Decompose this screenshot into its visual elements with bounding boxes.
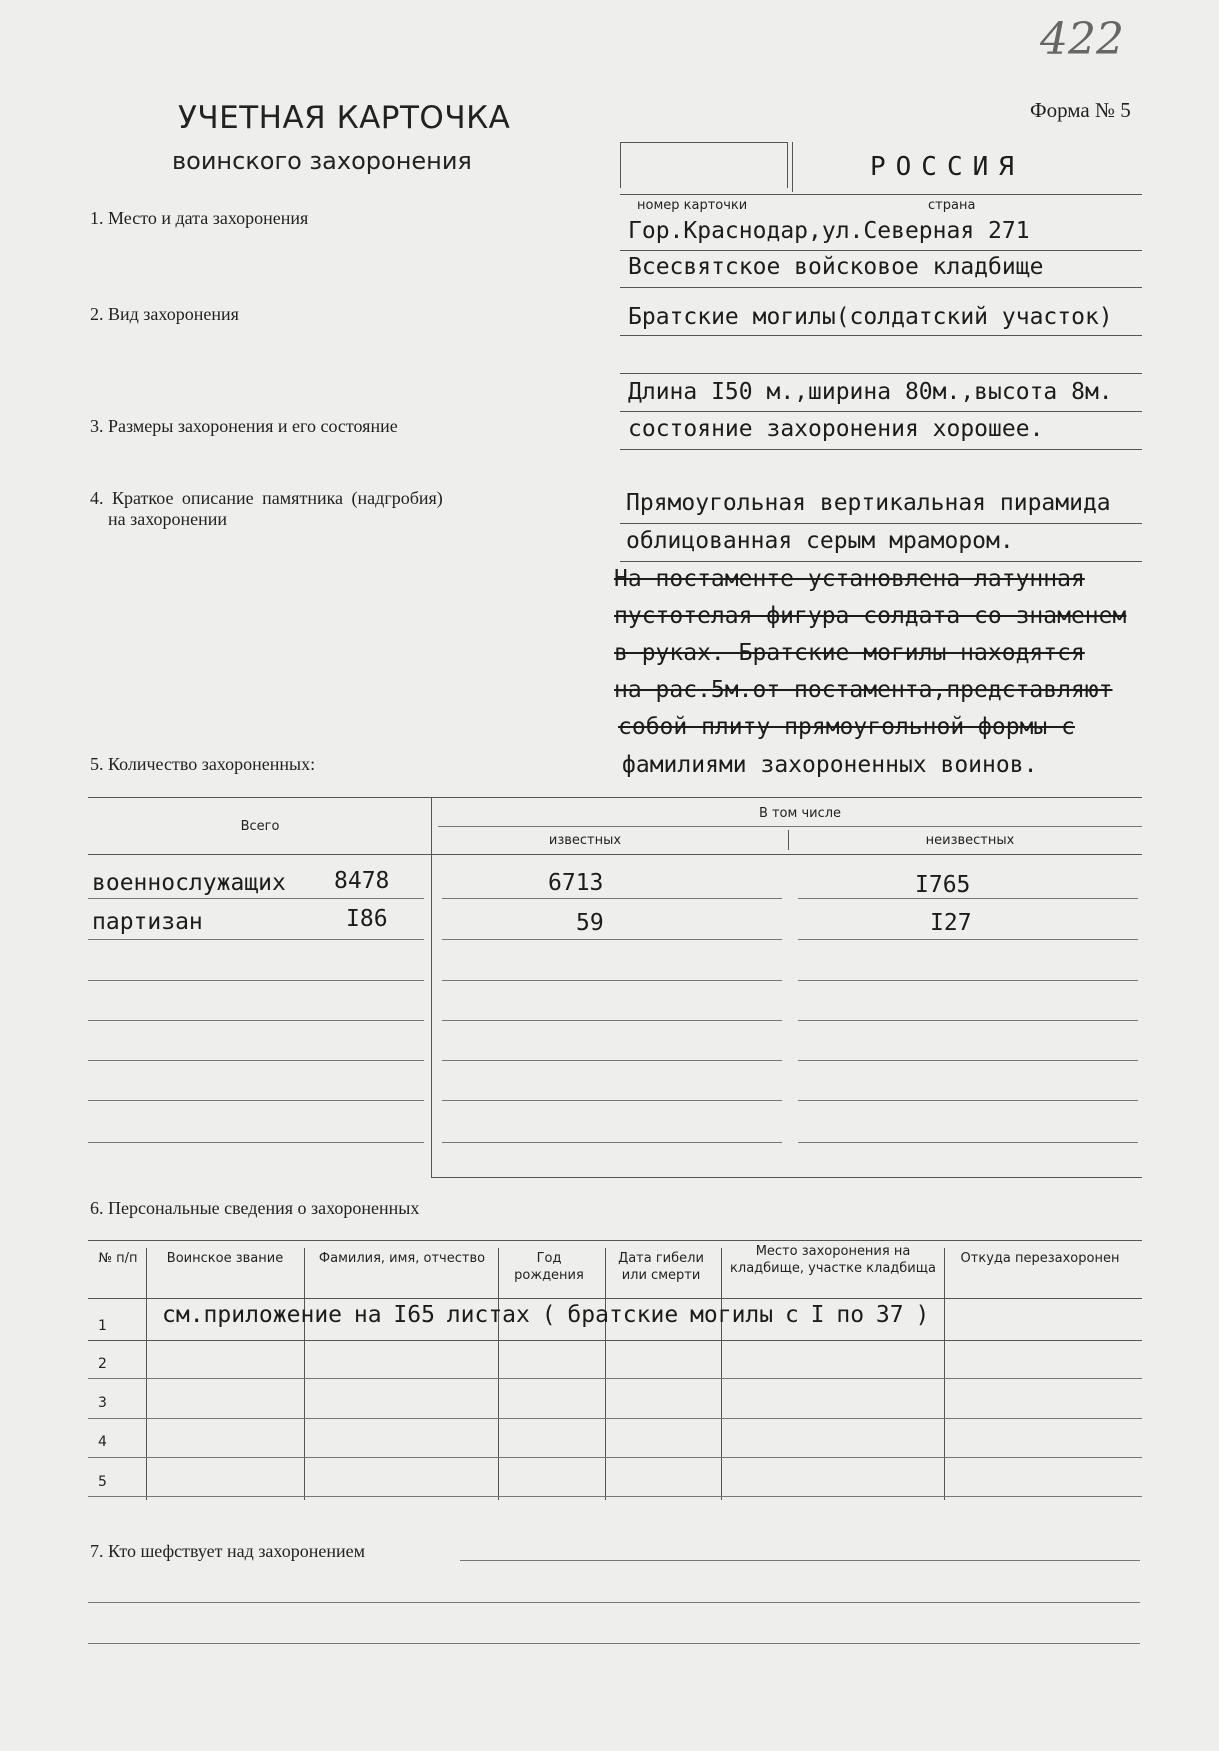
person-row-number: 3: [98, 1395, 107, 1411]
monument-line-6: на рас.5м.от постамента,представляют: [614, 677, 1113, 703]
monument-line-2: облицованная серым мрамором.: [626, 528, 1014, 554]
count-row-category: партизан: [92, 909, 203, 935]
section-4-label-cont: на захоронении: [108, 509, 228, 529]
person-row-number: 2: [98, 1356, 107, 1372]
count-header-unknown: неизвестных: [925, 833, 1015, 848]
section-2-label: 2. Вид захоронения: [90, 304, 239, 324]
monument-line-8: фамилиями захороненных воинов.: [622, 752, 1038, 778]
card-title: УЧЕТНАЯ КАРТОЧКА: [178, 100, 511, 136]
monument-line-3: На постаменте установлена латунная: [614, 566, 1085, 592]
country-value: РОССИЯ: [870, 152, 1024, 182]
burial-dimensions: Длина I50 м.,ширина 80м.,высота 8м.: [628, 379, 1113, 405]
section-5-label: 5. Количество захороненных:: [90, 754, 316, 774]
section-4-label: 4. Краткое описание памятника (надгробия): [90, 488, 443, 508]
burial-address: Гор.Краснодар,ул.Северная 271: [628, 218, 1030, 244]
count-header-total: Всего: [240, 819, 280, 834]
card-number-box: [620, 142, 788, 188]
person-header-place: Место захоронения на кладбище, участке кладбища: [730, 1244, 936, 1276]
person-header-rank: Воинское звание: [166, 1251, 284, 1266]
country-label: страна: [928, 198, 976, 213]
count-row-category: военнослужащих: [92, 870, 286, 896]
count-row-total: I86: [346, 906, 388, 932]
person-header-death: Дата гибели или смерти: [618, 1251, 704, 1283]
count-row-total: 8478: [334, 868, 390, 894]
archive-number: 422: [1040, 14, 1124, 65]
burial-type: Братские могилы(солдатский участок): [628, 304, 1113, 330]
cemetery-name: Всесвятское войсковое кладбище: [628, 254, 1044, 280]
section-3-label: 3. Размеры захоронения и его состояние: [90, 416, 398, 436]
monument-line-5: в руках. Братские могилы находятся: [614, 640, 1085, 666]
person-header-num: № п/п: [98, 1251, 138, 1266]
count-row-known: 59: [576, 910, 604, 936]
count-row-unknown: I765: [915, 872, 971, 898]
person-row-number: 5: [98, 1474, 107, 1490]
burial-condition: состояние захоронения хорошее.: [628, 416, 1044, 442]
person-row-number: 4: [98, 1434, 107, 1450]
person-header-birth: Год рождения: [514, 1251, 584, 1283]
count-header-known: известных: [548, 833, 622, 848]
person-appendix-note: см.приложение на I65 листах ( братские могилы с I по 37 ): [162, 1302, 930, 1328]
form-number: Форма № 5: [1030, 98, 1131, 122]
person-header-name: Фамилия, имя, отчество: [318, 1251, 486, 1266]
monument-line-7: собой плиту прямоугольной формы с: [618, 714, 1075, 740]
person-row-number: 1: [98, 1318, 107, 1334]
count-row-unknown: I27: [930, 910, 972, 936]
card-number-label: номер карточки: [637, 198, 748, 213]
section-1-label: 1. Место и дата захоронения: [90, 208, 309, 228]
monument-line-4: пустотелая фигура солдата со знаменем: [614, 603, 1127, 629]
section-7-label: 7. Кто шефствует над захоронением: [90, 1541, 366, 1561]
card-subtitle: воинского захоронения: [172, 147, 472, 175]
person-header-origin: Откуда перезахоронен: [960, 1251, 1120, 1266]
section-6-label: 6. Персональные сведения о захороненных: [90, 1198, 420, 1218]
monument-line-1: Прямоугольная вертикальная пирамида: [626, 490, 1111, 516]
count-header-including: В том числе: [758, 806, 842, 821]
count-row-known: 6713: [548, 870, 604, 896]
